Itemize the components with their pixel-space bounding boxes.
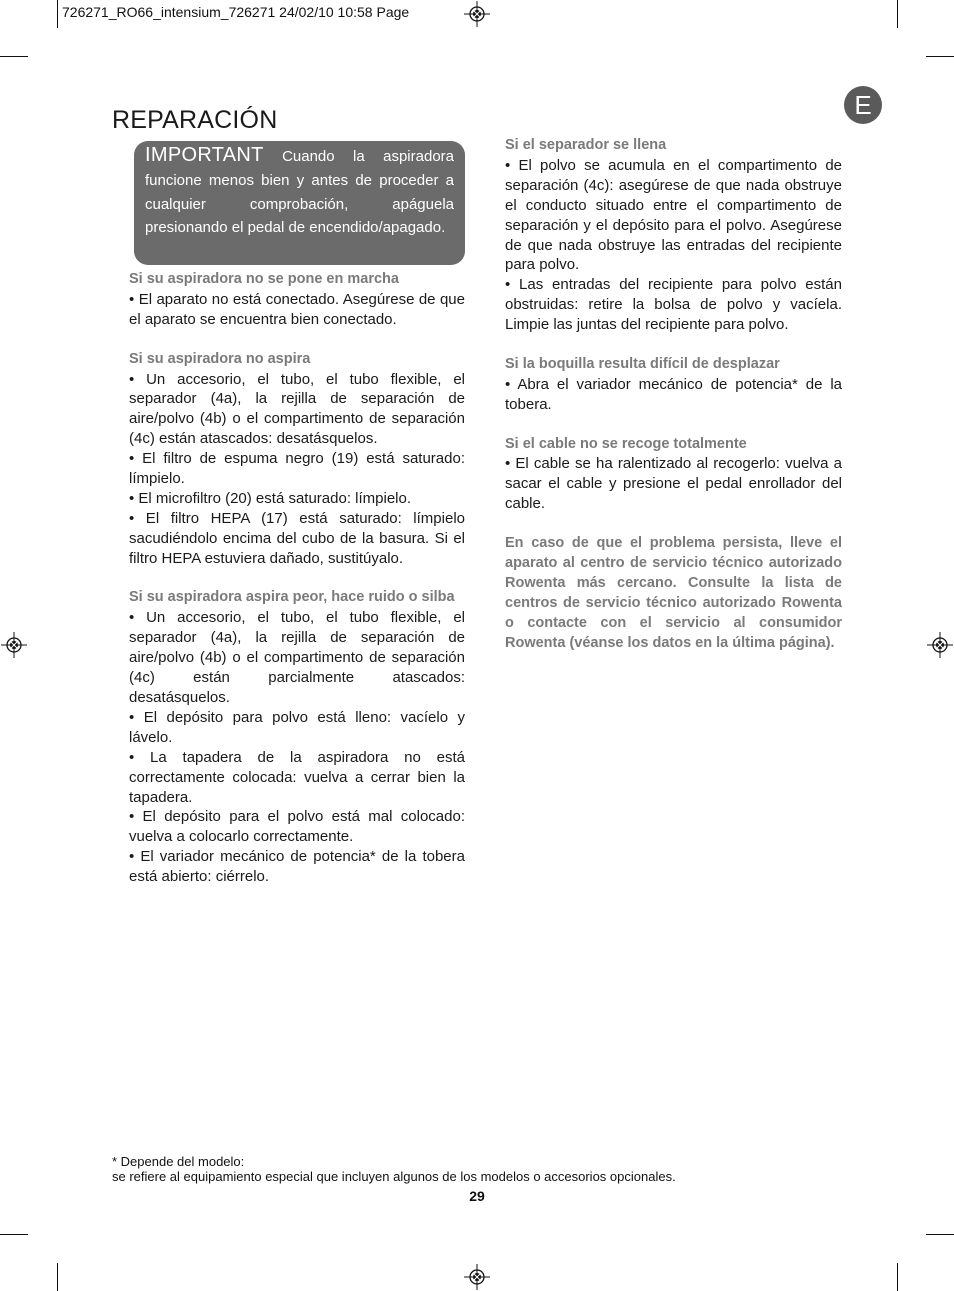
crop-mark xyxy=(926,1234,954,1235)
footnote xyxy=(112,1154,676,1184)
important-notice xyxy=(134,141,465,265)
list-item: • Un accesorio, el tubo, el tubo flexible, el separador (4a), la rejilla de separación de aire/polvo (4b) o el compartimento de separación (4c) están atascados: desatásquelos. xyxy=(129,370,465,448)
section-heading: Si el separador se llena xyxy=(505,137,667,153)
page-number: 29 xyxy=(469,1188,485,1204)
registration-mark-icon xyxy=(464,1,490,27)
list-item: • La tapadera de la aspiradora no está correctamente colocada: vuelva a cerrar bien la tapadera. xyxy=(129,748,465,806)
registration-mark-icon xyxy=(927,632,953,658)
section-heading: Si su aspiradora no se pone en marcha xyxy=(129,271,399,287)
list-item: • El filtro HEPA (17) está saturado: límpielo sacudiéndolo encima del cubo de la basura. Si el filtro HEPA estuviera dañado, sustitúyalo. xyxy=(129,509,465,567)
section-heading: Si el cable no se recoge totalmente xyxy=(505,435,747,452)
crop-mark xyxy=(57,1263,58,1291)
section-heading: Si la boquilla resulta difícil de desplazar xyxy=(505,355,780,372)
important-text: Cuando la aspiradora funcione menos bien y antes de proceder a cualquier comprobación, apáguela presionando el pedal de encendido/apagado. xyxy=(145,148,454,237)
list-item: • El filtro de espuma negro (19) está saturado: límpielo. xyxy=(129,450,465,488)
list-item: • El depósito para polvo está lleno: vacíelo y lávelo. xyxy=(129,708,465,746)
crop-mark xyxy=(57,0,58,28)
list-item: • El cable se ha ralentizado al recogerlo: vuelva a sacar el cable y presione el pedal enrollador del cable. xyxy=(505,455,842,513)
registration-mark-icon xyxy=(464,1264,490,1290)
important-heading: IMPORTANT xyxy=(145,144,264,166)
list-item: • El microfiltro (20) está saturado: límpielo. xyxy=(129,489,412,507)
print-slug: 726271_RO66_intensium_726271 24/02/10 10:58 Page xyxy=(62,4,410,20)
list-item: • El aparato no está conectado. Asegúrese de que el aparato se encuentra bien conectado. xyxy=(129,290,465,328)
section-heading: Si su aspiradora no aspira xyxy=(129,350,311,367)
closing-note: En caso de que el problema persista, lleve el aparato al centro de servicio técnico autorizado Rowenta más cercano. Consulte la lista de centros de servicio técnico autorizado Rowenta o contacte con el servicio al consumidor Rowenta (véanse los datos en la última página). xyxy=(505,535,842,651)
list-item: • El depósito para el polvo está mal colocado: vuelva a colocarlo correctamente. xyxy=(129,808,465,846)
crop-mark xyxy=(0,56,28,57)
crop-mark xyxy=(897,1263,898,1291)
section-heading: Si su aspiradora aspira peor, hace ruido o silba xyxy=(129,589,455,606)
list-item: • El polvo se acumula en el compartimento de separación (4c): asegúrese de que nada obstruye el conducto situado entre el compartimento de separación y el depósito para el polvo. Asegúrese de que nada obstruye las entradas del recipiente para polvo. xyxy=(505,156,842,274)
crop-mark xyxy=(926,56,954,57)
page-title: REPARACIÓN xyxy=(112,106,278,134)
right-column xyxy=(505,136,842,654)
footnote-line: * Depende del modelo: xyxy=(112,1154,245,1169)
left-column xyxy=(129,270,465,887)
list-item: • El variador mecánico de potencia* de la tobera está abierto: ciérrelo. xyxy=(129,848,465,886)
crop-mark xyxy=(0,1234,28,1235)
list-item: • Las entradas del recipiente para polvo están obstruidas: retire la bolsa de polvo y vacíela. Limpie las juntas del recipiente para polvo. xyxy=(505,276,842,334)
footnote-line: se refiere al equipamiento especial que incluyen algunos de los modelos o accesorios opcionales. xyxy=(112,1169,676,1184)
registration-mark-icon xyxy=(1,632,27,658)
language-badge: E xyxy=(844,86,882,124)
list-item: • Un accesorio, el tubo, el tubo flexible, el separador (4a), la rejilla de separación de aire/polvo (4b) o el compartimento de separación (4c) están parcialmente atascados: desatásquelos. xyxy=(129,609,465,706)
crop-mark xyxy=(897,0,898,28)
list-item: • Abra el variador mecánico de potencia* de la tobera. xyxy=(505,375,842,413)
